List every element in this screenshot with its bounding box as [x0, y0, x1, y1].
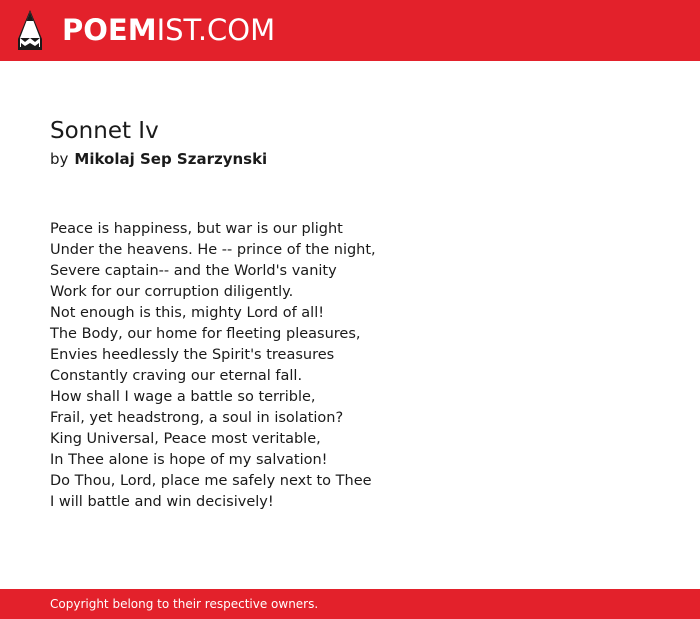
poem-line: King Universal, Peace most veritable,	[50, 431, 321, 447]
site-footer	[0, 589, 700, 619]
poem-line: Do Thou, Lord, place me safely next to Thee	[50, 473, 372, 489]
pencil-icon[interactable]	[17, 9, 43, 51]
poem-line: The Body, our home for fleeting pleasures,	[50, 326, 361, 342]
poem-line: Under the heavens. He -- prince of the night,	[50, 242, 376, 258]
logo-text-light: IST.COM	[156, 13, 276, 47]
poem-line: Severe captain-- and the World's vanity	[50, 263, 337, 279]
poem-line: In Thee alone is hope of my salvation!	[50, 452, 328, 468]
byline	[50, 149, 267, 169]
poem-line: Constantly craving our eternal fall.	[50, 368, 303, 384]
by-label: by	[50, 150, 69, 168]
poem-line: Peace is happiness, but war is our plight	[50, 221, 343, 237]
poem-body	[50, 219, 376, 513]
poem-line: Not enough is this, mighty Lord of all!	[50, 305, 325, 321]
site-logo[interactable]	[62, 12, 275, 48]
copyright-text: Copyright belong to their respective owners.	[50, 597, 319, 611]
poem-line: Envies heedlessly the Spirit's treasures	[50, 347, 335, 363]
author-name: Mikolaj Sep Szarzynski	[74, 150, 268, 168]
poem-line: Frail, yet headstrong, a soul in isolation?	[50, 410, 344, 426]
poem-line: How shall I wage a battle so terrible,	[50, 389, 316, 405]
poem-line: I will battle and win decisively!	[50, 494, 274, 510]
logo-text-bold: POEM	[62, 13, 157, 47]
poem-title: Sonnet Iv	[50, 118, 159, 144]
site-header	[0, 0, 700, 61]
poem-line: Work for our corruption diligently.	[50, 284, 294, 300]
